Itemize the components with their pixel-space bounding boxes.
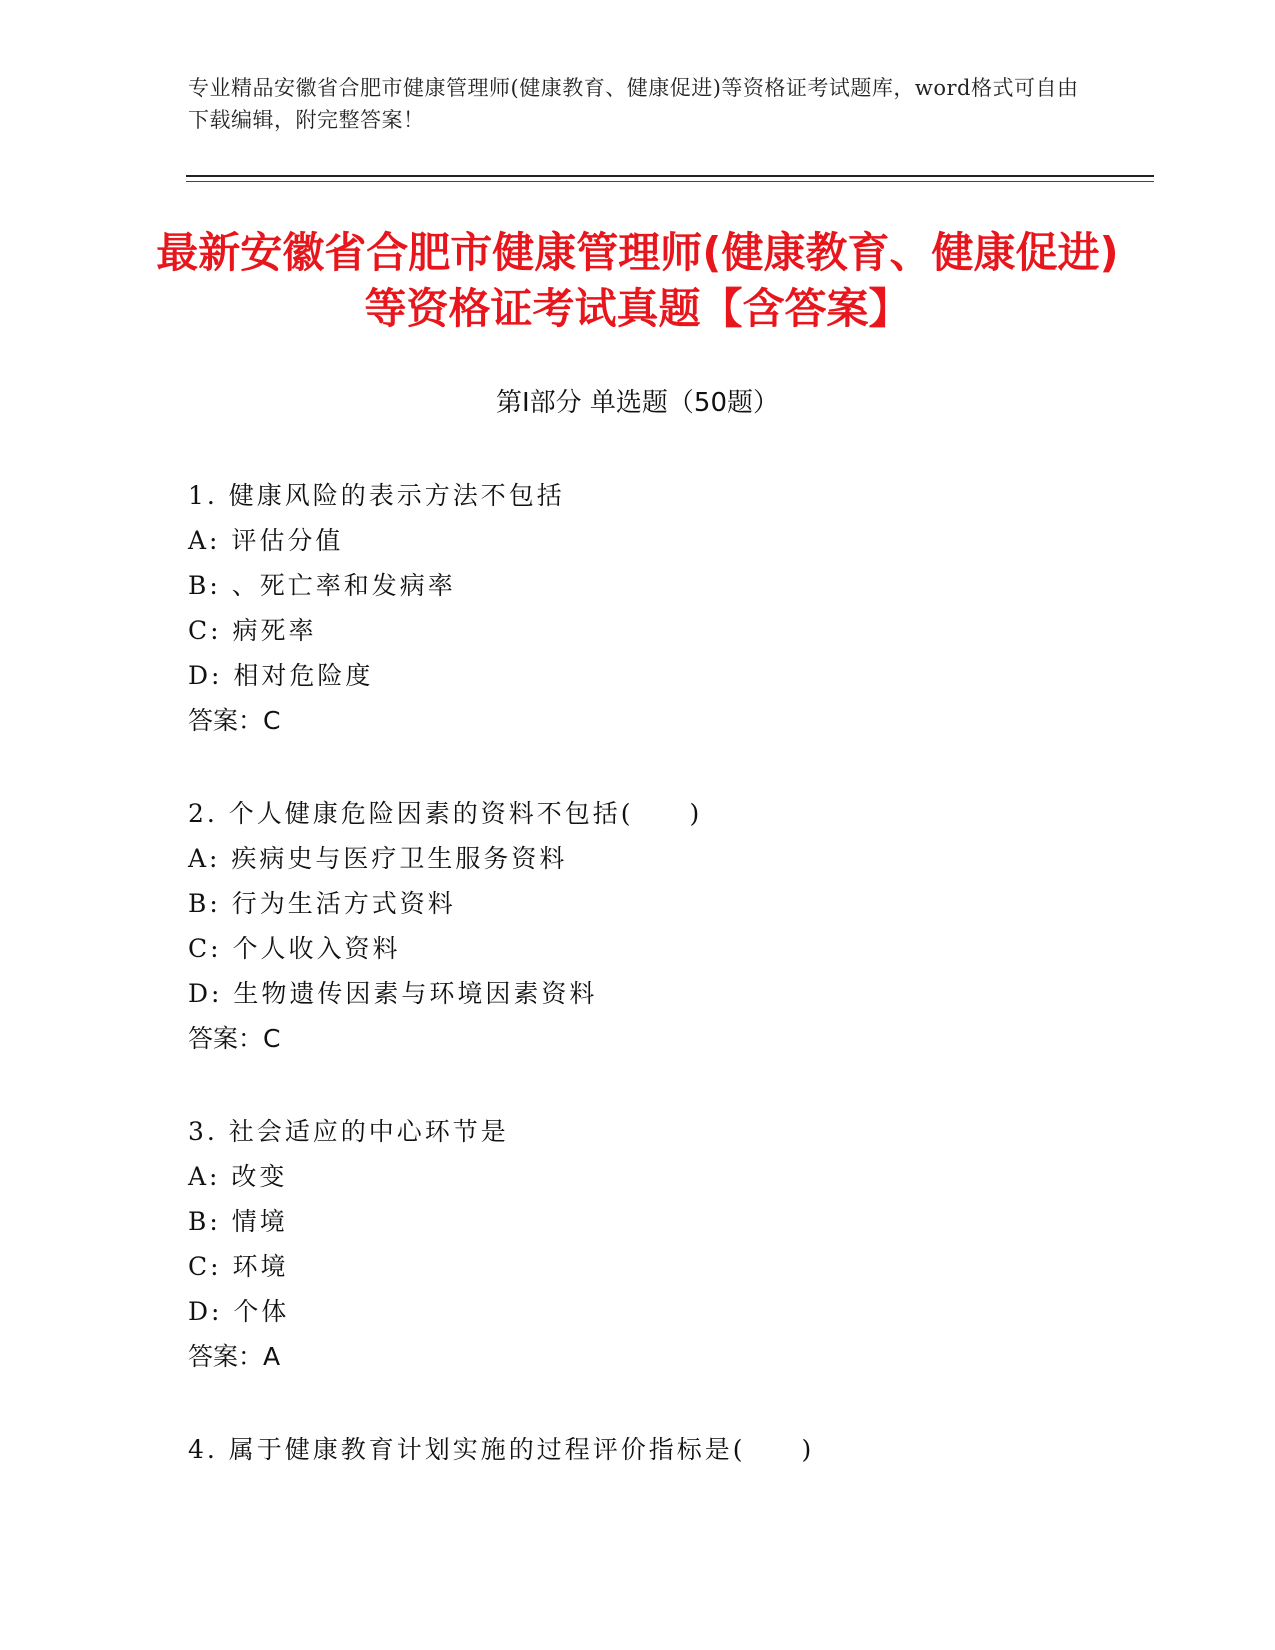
question-stem: 2. 个人健康危险因素的资料不包括( ) bbox=[188, 799, 703, 828]
option-a: A: 评估分值 bbox=[188, 526, 344, 555]
option-b: B: 情境 bbox=[188, 1207, 288, 1236]
option-a: A: 改变 bbox=[188, 1162, 288, 1191]
header-divider-thick bbox=[186, 175, 1154, 177]
option-c: C: 病死率 bbox=[188, 616, 317, 645]
question-stem: 1. 健康风险的表示方法不包括 bbox=[188, 481, 565, 510]
header-note: 专业精品安徽省合肥市健康管理师(健康教育、健康促进)等资格证考试题库，word格式可自由下载编辑，附完整答案！ bbox=[188, 76, 1079, 132]
option-b: B: 、死亡率和发病率 bbox=[188, 571, 456, 600]
question-4 bbox=[188, 1427, 1088, 1472]
question-stem: 3. 社会适应的中心环节是 bbox=[188, 1117, 509, 1146]
question-1 bbox=[188, 473, 1088, 743]
question-stem: 4. 属于健康教育计划实施的过程评价指标是( ) bbox=[188, 1435, 815, 1464]
option-c: C: 环境 bbox=[188, 1252, 289, 1281]
option-d: D: 个体 bbox=[188, 1297, 290, 1326]
option-c: C: 个人收入资料 bbox=[188, 934, 401, 963]
question-3 bbox=[188, 1109, 1088, 1379]
header-divider-thin bbox=[186, 181, 1154, 182]
question-2 bbox=[188, 791, 1088, 1061]
option-d: D: 相对危险度 bbox=[188, 661, 374, 690]
option-a: A: 疾病史与医疗卫生服务资料 bbox=[188, 844, 568, 873]
answer: 答案：C bbox=[188, 1024, 281, 1053]
document-title: 最新安徽省合肥市健康管理师(健康教育、健康促进)等资格证考试真题【含答案】 bbox=[156, 228, 1119, 333]
section-title: 第Ⅰ部分 单选题（50题） bbox=[495, 388, 780, 418]
answer: 答案：C bbox=[188, 706, 281, 735]
answer: 答案：A bbox=[188, 1342, 281, 1371]
option-d: D: 生物遗传因素与环境因素资料 bbox=[188, 979, 598, 1008]
option-b: B: 行为生活方式资料 bbox=[188, 889, 456, 918]
